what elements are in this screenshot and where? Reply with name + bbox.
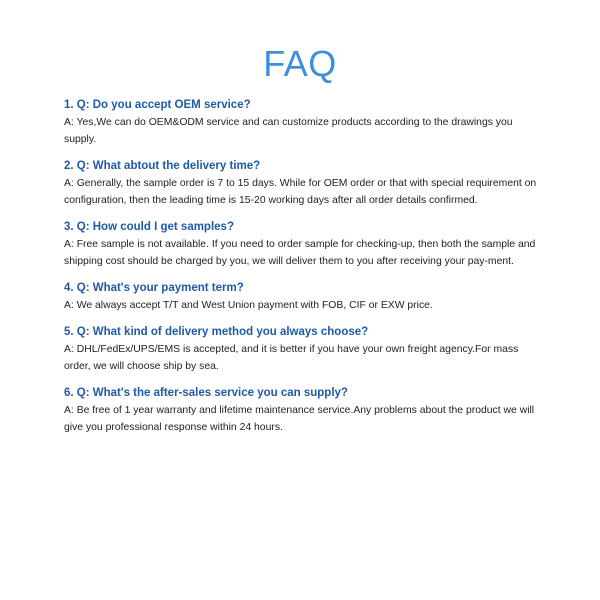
- faq-answer: A: Generally, the sample order is 7 to 15 days. While for OEM order or that with special requirement on configuration, then the leading time is 15-20 working days after all order details confirmed.: [64, 178, 537, 206]
- faq-item-6: [64, 385, 540, 436]
- faq-question: 2. Q: What abtout the delivery time?: [64, 160, 261, 172]
- faq-answer: A: We always accept T/T and West Union payment with FOB, CIF or EXW price.: [64, 300, 433, 311]
- faq-question: 4. Q: What's your payment term?: [64, 282, 244, 294]
- faq-answer: A: Be free of 1 year warranty and lifetime maintenance service.Any problems about the product we will give you professional response within 24 hours.: [64, 405, 535, 433]
- faq-answer: A: DHL/FedEx/UPS/EMS is accepted, and it is better if you have your own freight agency.For mass order, we will choose ship by sea.: [64, 344, 519, 372]
- faq-question: 1. Q: Do you accept OEM service?: [64, 99, 251, 111]
- faq-answer: A: Yes,We can do OEM&ODM service and can customize products according to the drawings you supply.: [64, 117, 513, 145]
- faq-question: 3. Q: How could I get samples?: [64, 221, 234, 233]
- faq-item-3: [64, 219, 540, 270]
- faq-item-1: [64, 97, 540, 148]
- faq-answer: A: Free sample is not available. If you need to order sample for checking-up, then both the sample and shipping cost should be charged by you, we will deliver them to you after receiving your pay-ment.: [64, 239, 536, 267]
- faq-question: 5. Q: What kind of delivery method you always choose?: [64, 326, 369, 338]
- faq-question: 6. Q: What's the after-sales service you can supply?: [64, 387, 348, 399]
- faq-list: [64, 97, 540, 446]
- faq-item-5: [64, 324, 540, 375]
- faq-item-2: [64, 158, 540, 209]
- faq-item-4: [64, 280, 540, 314]
- page-title: FAQ: [263, 43, 337, 84]
